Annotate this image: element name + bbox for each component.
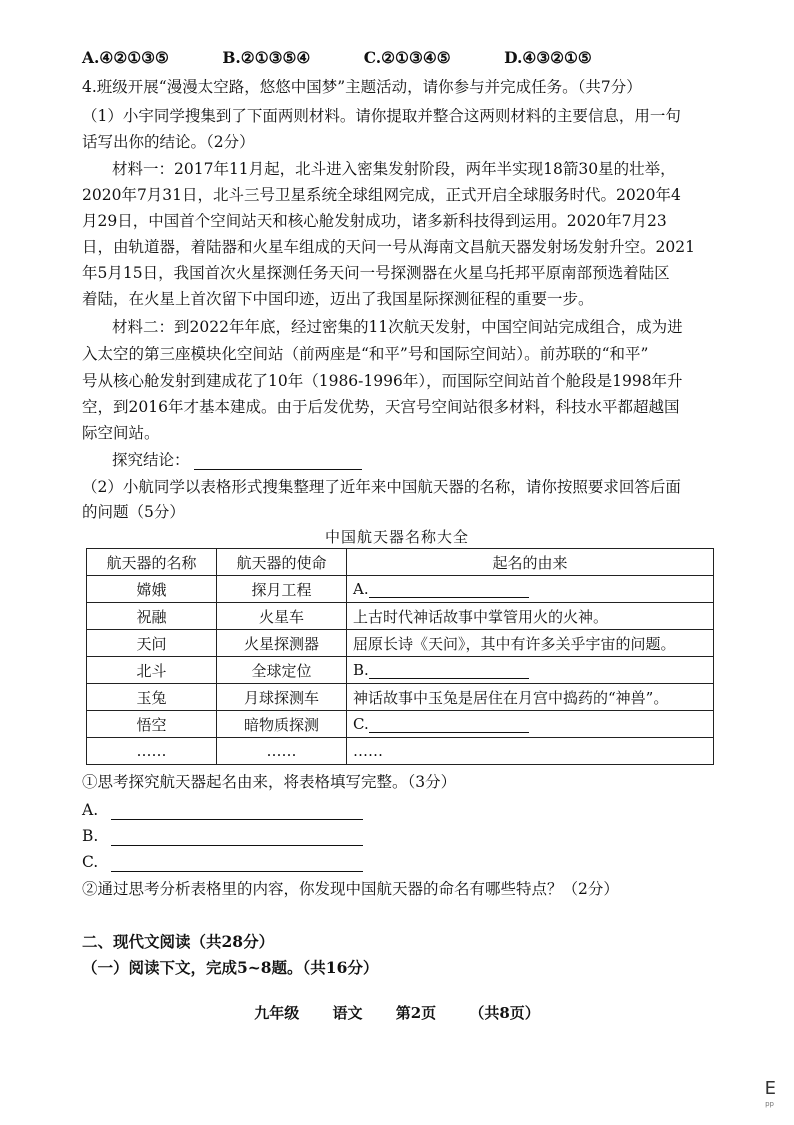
- origin-text: 神话故事中玉兔是居住在月宫中捣药的“神兽”。: [347, 684, 714, 711]
- origin-blank-a[interactable]: [369, 581, 529, 598]
- spacecraft-name: 玉兔: [87, 684, 217, 711]
- origin-blank-b[interactable]: [369, 662, 529, 679]
- material-1-line: 着陆，在火星上首次留下中国印迹，迈出了我国星际探测征程的重要一步。: [82, 290, 594, 308]
- answer-row-b: [82, 826, 363, 846]
- corner-mark: E: [764, 1078, 776, 1099]
- ellipsis-cell: ……: [347, 738, 714, 765]
- table-row: [87, 576, 714, 603]
- material-1-line: 日，由轨道器，着陆器和火星车组成的天问一号从海南文昌航天器发射场发射升空。2021: [82, 238, 695, 256]
- conclusion-row: [112, 450, 362, 470]
- answer-row-a: [82, 800, 363, 820]
- origin-cell: [347, 711, 714, 738]
- ellipsis-cell: ……: [217, 738, 347, 765]
- origin-text: 屈原长诗《天问》，其中有许多关乎宇宙的问题。: [347, 630, 714, 657]
- material-2-line: 入太空的第三座模块化空间站（前两座是“和平”号和国际空间站）。前苏联的“和平”: [82, 345, 649, 363]
- spacecraft-name: 天问: [87, 630, 217, 657]
- origin-blank-c[interactable]: [369, 716, 529, 733]
- origin-cell: [347, 576, 714, 603]
- part2-prompt-line2: 的问题（5分）: [82, 503, 185, 521]
- spacecraft-name: 祝融: [87, 603, 217, 630]
- section-2-title: 二、现代文阅读（共28分）: [82, 932, 275, 951]
- sub-question-2: ②通过思考分析表格里的内容，你发现中国航天器的命名有哪些特点？（2分）: [82, 880, 619, 898]
- answer-blank-a[interactable]: [111, 803, 363, 820]
- material-2-line: 号从核心舱发射到建成花了10年（1986-1996年），而国际空间站首个舱段是1998年升: [82, 372, 683, 390]
- origin-cell: [347, 657, 714, 684]
- sub-question-1: ①思考探究航天器起名由来，将表格填写完整。（3分）: [82, 773, 457, 791]
- table-header: 航天器的名称: [87, 549, 217, 576]
- origin-label: B.: [353, 661, 369, 679]
- material-2-line: 材料二：到2022年年底，经过密集的11次航天发射，中国空间站完成组合，成为进: [112, 318, 683, 336]
- material-1-line: 2020年7月31日，北斗三号卫星系统全球组网完成，正式开启全球服务时代。2020年4: [82, 186, 681, 204]
- choice-c: C.②①③④⑤: [363, 48, 451, 67]
- answer-blank-b[interactable]: [111, 829, 363, 846]
- conclusion-label: 探究结论：: [112, 451, 190, 469]
- table-header: 起名的由来: [347, 549, 714, 576]
- material-1-line: 材料一：2017年11月起，北斗进入密集发射阶段，两年半实现18箭30星的壮举，: [112, 160, 676, 178]
- table-header: 航天器的使命: [217, 549, 347, 576]
- spacecraft-name: 北斗: [87, 657, 217, 684]
- answer-row-c: [82, 852, 363, 872]
- question-4-title: 4.班级开展“漫漫太空路，悠悠中国梦”主题活动，请你参与并完成任务。（共7分）: [82, 78, 642, 96]
- answer-choices: [82, 48, 640, 68]
- table-row: [87, 630, 714, 657]
- origin-label: A.: [353, 580, 369, 598]
- answer-label: A.: [82, 801, 99, 819]
- spacecraft-mission: 全球定位: [217, 657, 347, 684]
- section-2-subtitle: （一）阅读下文，完成5~8题。（共16分）: [82, 958, 379, 977]
- footer-grade: 九年级: [254, 1004, 300, 1022]
- spacecraft-mission: 火星探测器: [217, 630, 347, 657]
- table-header-row: [87, 549, 714, 576]
- material-1-line: 月29日，中国首个空间站天和核心舱发射成功，诸多新科技得到运用。2020年7月23: [82, 212, 667, 230]
- table-row: [87, 657, 714, 684]
- table-row: [87, 684, 714, 711]
- choice-b: B.②①③⑤④: [222, 48, 311, 67]
- page-footer: [0, 1002, 794, 1023]
- material-2-line: 际空间站。: [82, 424, 160, 442]
- spacecraft-mission: 探月工程: [217, 576, 347, 603]
- origin-label: C.: [353, 715, 369, 733]
- table-row: [87, 603, 714, 630]
- spacecraft-mission: 月球探测车: [217, 684, 347, 711]
- material-1-line: 年5月15日，我国首次火星探测任务天问一号探测器在火星乌托邦平原南部预选着陆区: [82, 264, 670, 282]
- ellipsis-cell: ……: [87, 738, 217, 765]
- footer-subject: 语文: [332, 1004, 363, 1022]
- origin-text: 上古时代神话故事中掌管用火的火神。: [347, 603, 714, 630]
- part1-prompt-line1: （1）小宇同学搜集到了下面两则材料。请你提取并整合这两则材料的主要信息，用一句: [82, 107, 681, 125]
- spacecraft-name: 嫦娥: [87, 576, 217, 603]
- footer-page: 第2页: [395, 1004, 437, 1022]
- spacecraft-table: [86, 548, 714, 765]
- answer-label: C.: [82, 853, 99, 871]
- spacecraft-mission: 暗物质探测: [217, 711, 347, 738]
- choice-d: D.④③②①⑤: [504, 48, 592, 67]
- answer-label: B.: [82, 827, 99, 845]
- conclusion-answer-blank[interactable]: [194, 453, 362, 470]
- spacecraft-mission: 火星车: [217, 603, 347, 630]
- footer-total: （共8页）: [469, 1004, 540, 1022]
- part2-prompt-line1: （2）小航同学以表格形式搜集整理了近年来中国航天器的名称，请你按照要求回答后面: [82, 478, 681, 496]
- table-row: [87, 711, 714, 738]
- part1-prompt-line2: 话写出你的结论。（2分）: [82, 133, 255, 151]
- answer-blank-c[interactable]: [111, 855, 363, 872]
- corner-mark-sub: pp: [765, 1100, 774, 1108]
- choice-a: A.④②①③⑤: [82, 48, 169, 67]
- material-2-line: 空，到2016年才基本建成。由于后发优势，天宫号空间站很多材料，科技水平都超越国: [82, 398, 680, 416]
- spacecraft-name: 悟空: [87, 711, 217, 738]
- table-caption: 中国航天器名称大全: [324, 528, 469, 546]
- table-row: [87, 738, 714, 765]
